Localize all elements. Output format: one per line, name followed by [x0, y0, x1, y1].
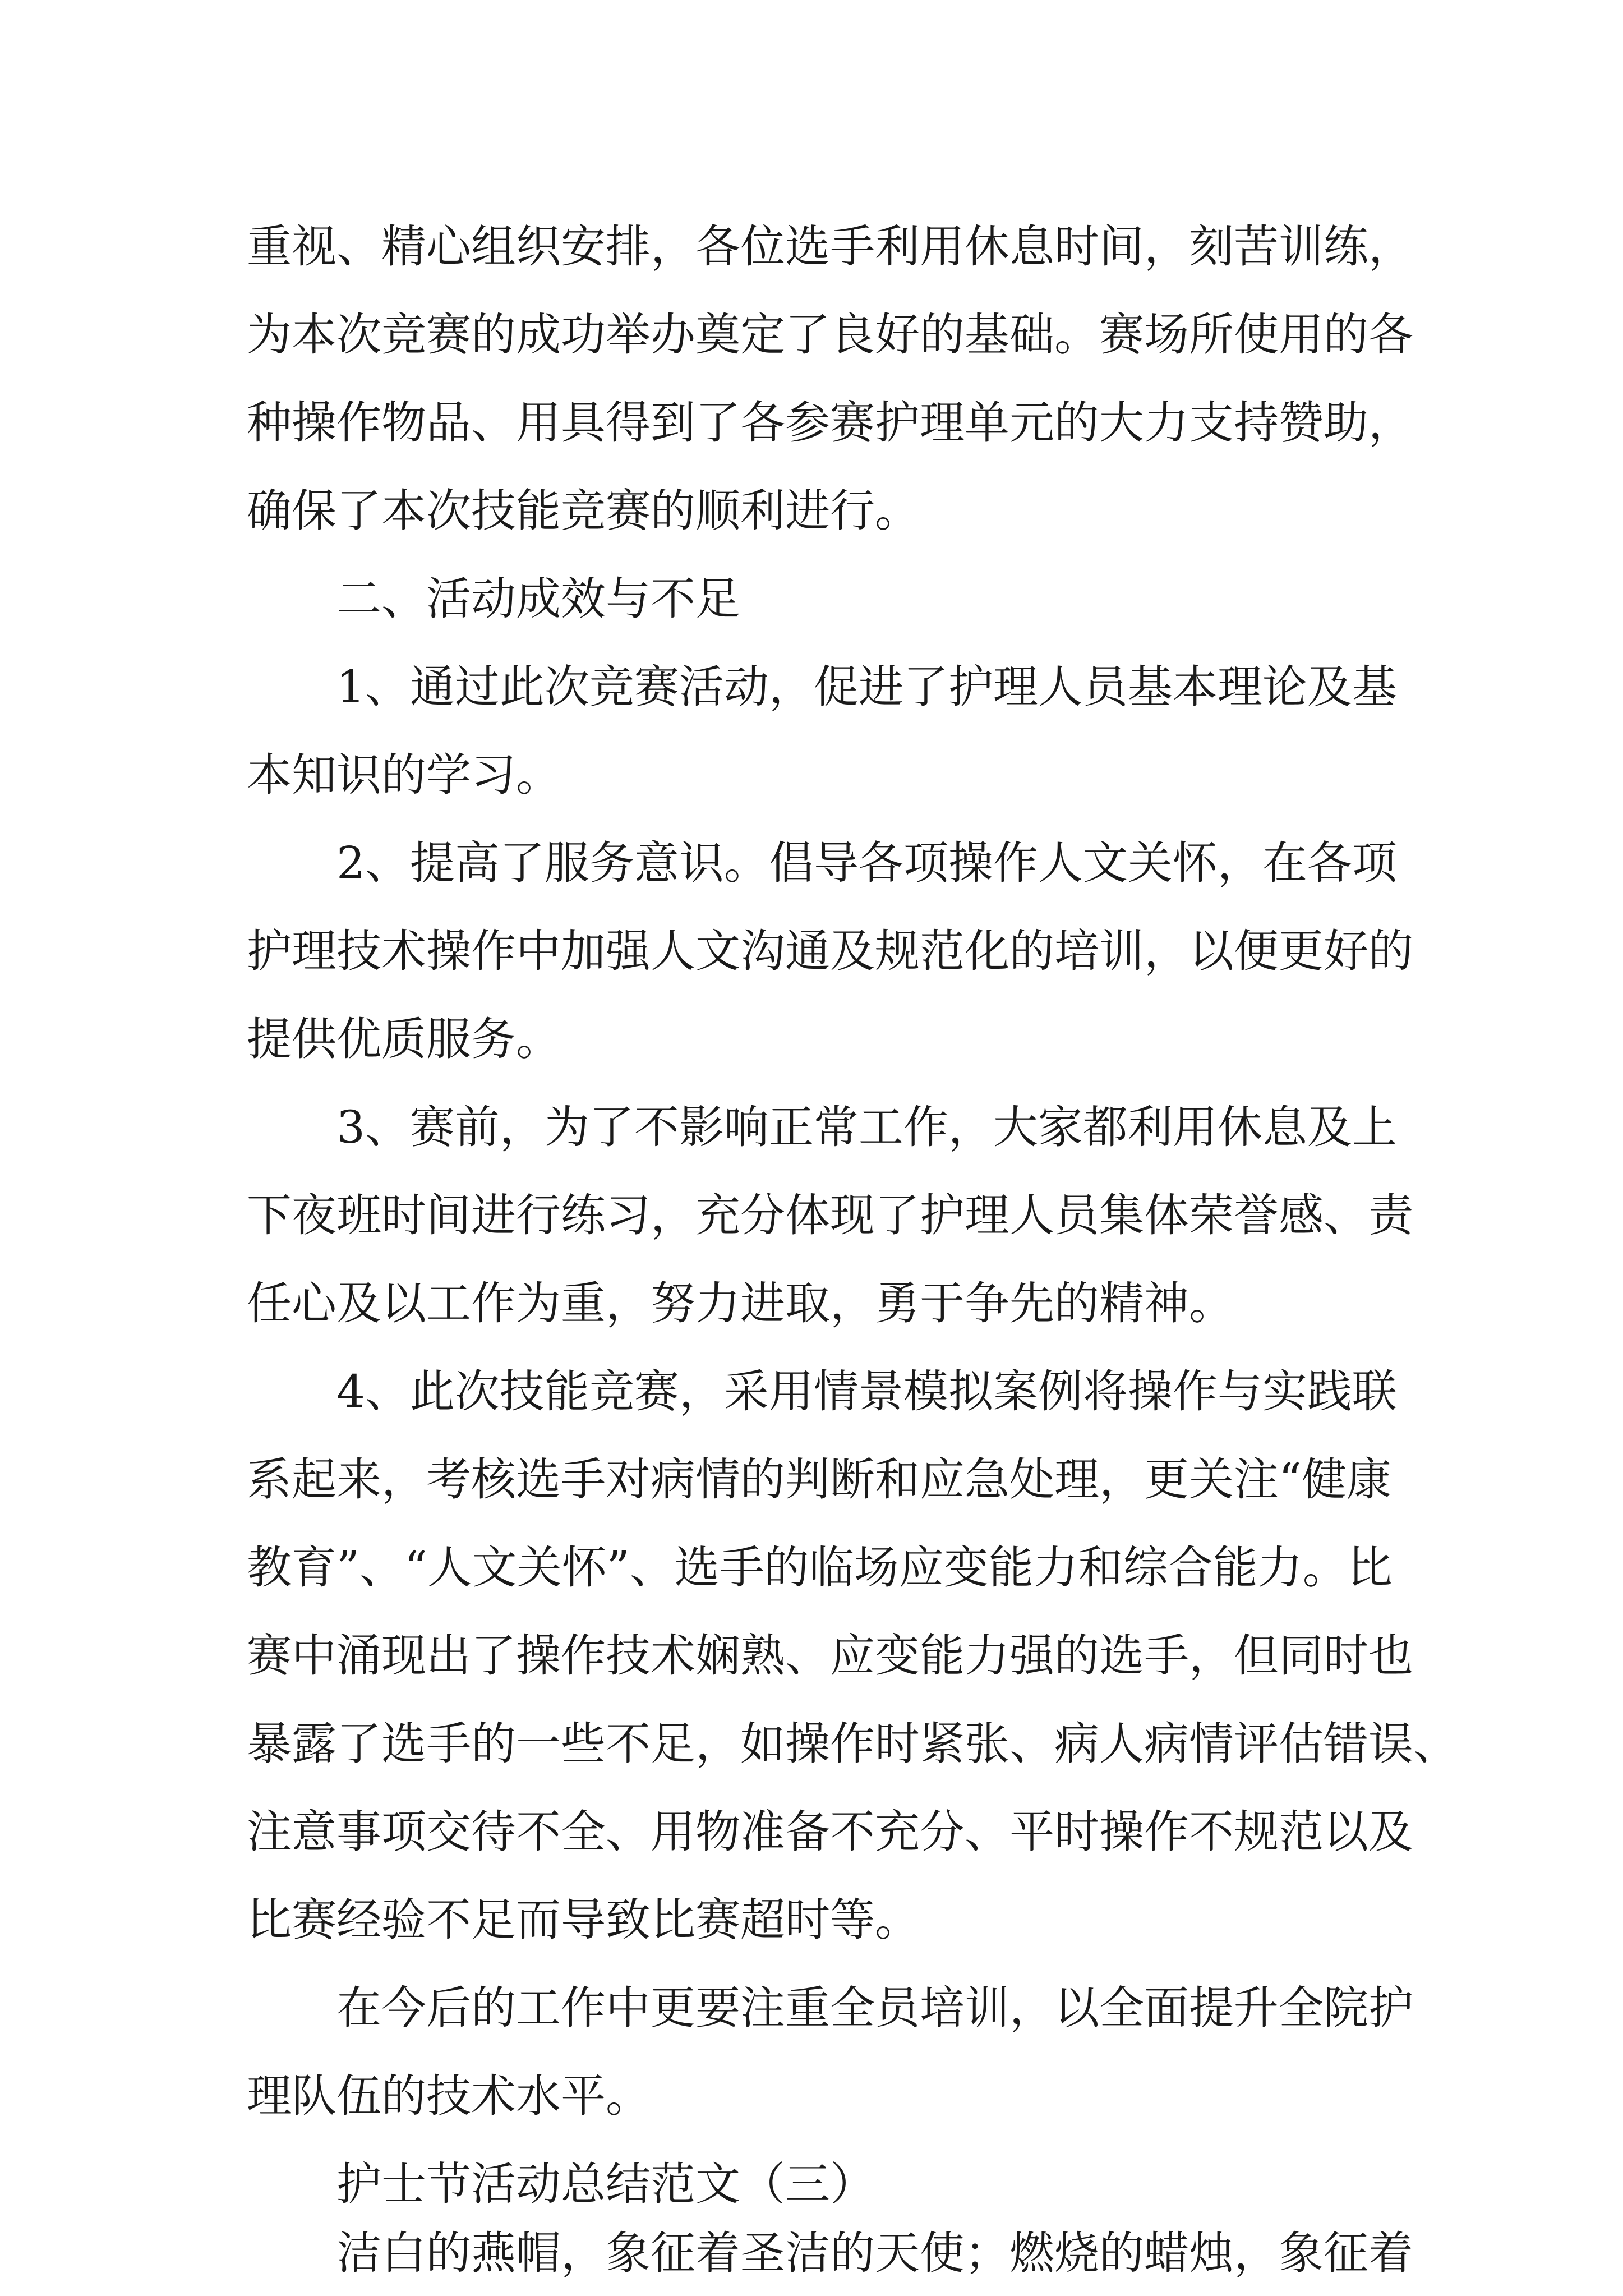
- section-heading: 护士节活动总结范文（三）: [336, 2158, 875, 2210]
- text-line: 教育”、“人文关怀”、选手的临场应变能力和综合能力。比: [247, 1542, 1393, 1594]
- text-line: 注意事项交待不全、用物准备不充分、平时操作不规范以及: [247, 1806, 1413, 1858]
- text-line: 比赛经验不足而导致比赛超时等。: [247, 1894, 920, 1946]
- text-line: 4、此次技能竞赛，采用情景模拟案例将操作与实践联: [336, 1365, 1397, 1418]
- text-line: 为本次竞赛的成功举办奠定了良好的基础。赛场所使用的各: [247, 309, 1413, 361]
- text-line: 提供优质服务。: [247, 1013, 561, 1065]
- text-line: 下夜班时间进行练习，充分体现了护理人员集体荣誉感、责: [247, 1189, 1413, 1241]
- section-heading: 二、活动成效与不足: [336, 573, 740, 625]
- text-line: 本知识的学习。: [247, 749, 561, 801]
- text-line: 2、提高了服务意识。倡导各项操作人文关怀，在各项: [336, 837, 1397, 889]
- text-line: 重视、精心组织安排，各位选手利用休息时间，刻苦训练，: [247, 220, 1413, 273]
- text-line: 护理技术操作中加强人文沟通及规范化的培训，以便更好的: [247, 925, 1413, 977]
- text-line: 3、赛前，为了不影响正常工作，大家都利用休息及上: [336, 1101, 1397, 1153]
- text-line: 暴露了选手的一些不足，如操作时紧张、病人病情评估错误、: [247, 1718, 1458, 1770]
- text-line: 洁白的燕帽，象征着圣洁的天使；燃烧的蜡烛，象征着: [336, 2227, 1413, 2279]
- text-line: 1、通过此次竞赛活动，促进了护理人员基本理论及基: [336, 661, 1397, 713]
- text-line: 理队伍的技术水平。: [247, 2070, 651, 2122]
- text-line: 确保了本次技能竞赛的顺利进行。: [247, 485, 920, 537]
- text-line: 任心及以工作为重，努力进取，勇于争先的精神。: [247, 1277, 1234, 1329]
- text-line: 在今后的工作中更要注重全员培训，以全面提升全院护: [336, 1982, 1413, 2034]
- text-line: 赛中涌现出了操作技术娴熟、应变能力强的选手，但同时也: [247, 1630, 1413, 1682]
- text-line: 种操作物品、用具得到了各参赛护理单元的大力支持赞助，: [247, 397, 1413, 449]
- text-line: 系起来，考核选手对病情的判断和应急处理，更关注“健康: [247, 1453, 1391, 1506]
